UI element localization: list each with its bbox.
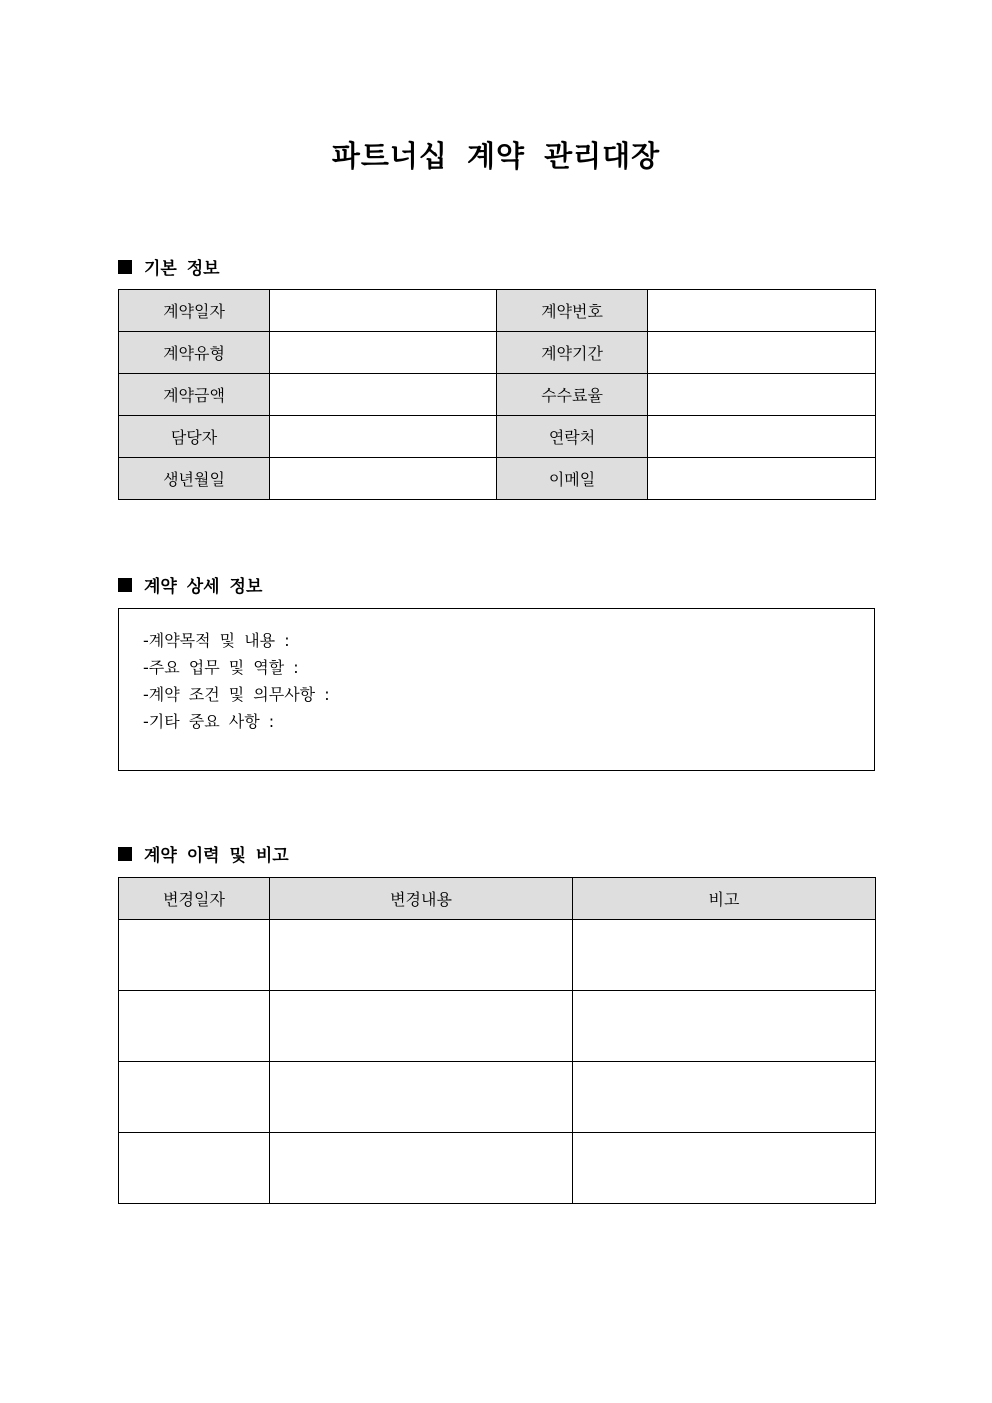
section-title: 계약 상세 정보: [144, 577, 263, 597]
field-value[interactable]: [648, 458, 876, 500]
table-cell[interactable]: [119, 1062, 270, 1133]
square-bullet-icon: [118, 847, 132, 861]
field-value[interactable]: [648, 416, 876, 458]
table-cell[interactable]: [573, 1062, 876, 1133]
square-bullet-icon: [118, 260, 132, 274]
detail-line: -기타 중요 사항 :: [143, 712, 275, 731]
column-header: 변경일자: [119, 878, 270, 920]
field-label: 생년월일: [119, 458, 270, 500]
field-value[interactable]: [648, 290, 876, 332]
table-cell[interactable]: [270, 991, 573, 1062]
table-header-row: [119, 878, 876, 920]
table-cell[interactable]: [119, 991, 270, 1062]
section-heading-basic-info: [118, 254, 220, 279]
detail-lines: [143, 627, 330, 735]
table-cell[interactable]: [573, 991, 876, 1062]
field-label: 담당자: [119, 416, 270, 458]
field-value[interactable]: [270, 458, 497, 500]
table-cell[interactable]: [573, 920, 876, 991]
table-cell[interactable]: [573, 1133, 876, 1204]
field-value[interactable]: [270, 332, 497, 374]
column-header: 비고: [573, 878, 876, 920]
document-title: 파트너십 계약 관리대장: [331, 139, 661, 173]
field-label: 수수료율: [497, 374, 648, 416]
field-label: 계약기간: [497, 332, 648, 374]
field-label: 계약번호: [497, 290, 648, 332]
table-cell[interactable]: [270, 1133, 573, 1204]
field-value[interactable]: [270, 416, 497, 458]
table-row: [119, 416, 876, 458]
table-row: [119, 1062, 876, 1133]
table-row: [119, 332, 876, 374]
section-title: 계약 이력 및 비고: [144, 846, 289, 866]
field-value[interactable]: [648, 374, 876, 416]
field-value[interactable]: [270, 290, 497, 332]
detail-line: -주요 업무 및 역할 :: [143, 658, 299, 677]
table-row: [119, 458, 876, 500]
field-label: 계약금액: [119, 374, 270, 416]
history-table: [118, 877, 876, 1204]
table-cell[interactable]: [119, 1133, 270, 1204]
table-row: [119, 991, 876, 1062]
table-row: [119, 374, 876, 416]
field-label: 계약유형: [119, 332, 270, 374]
table-row: [119, 920, 876, 991]
table-row: [119, 1133, 876, 1204]
section-heading-history: [118, 841, 289, 866]
section-heading-contract-detail: [118, 572, 262, 597]
basic-info-table: [118, 289, 876, 500]
table-cell[interactable]: [119, 920, 270, 991]
detail-line: -계약목적 및 내용 :: [143, 631, 290, 650]
field-label: 계약일자: [119, 290, 270, 332]
section-title: 기본 정보: [144, 259, 220, 279]
field-value[interactable]: [648, 332, 876, 374]
table-row: [119, 290, 876, 332]
table-cell[interactable]: [270, 920, 573, 991]
table-cell[interactable]: [270, 1062, 573, 1133]
column-header: 변경내용: [270, 878, 573, 920]
field-label: 이메일: [497, 458, 648, 500]
field-value[interactable]: [270, 374, 497, 416]
square-bullet-icon: [118, 578, 132, 592]
detail-line: -계약 조건 및 의무사항 :: [143, 685, 330, 704]
field-label: 연락처: [497, 416, 648, 458]
contract-detail-box[interactable]: [118, 608, 875, 771]
